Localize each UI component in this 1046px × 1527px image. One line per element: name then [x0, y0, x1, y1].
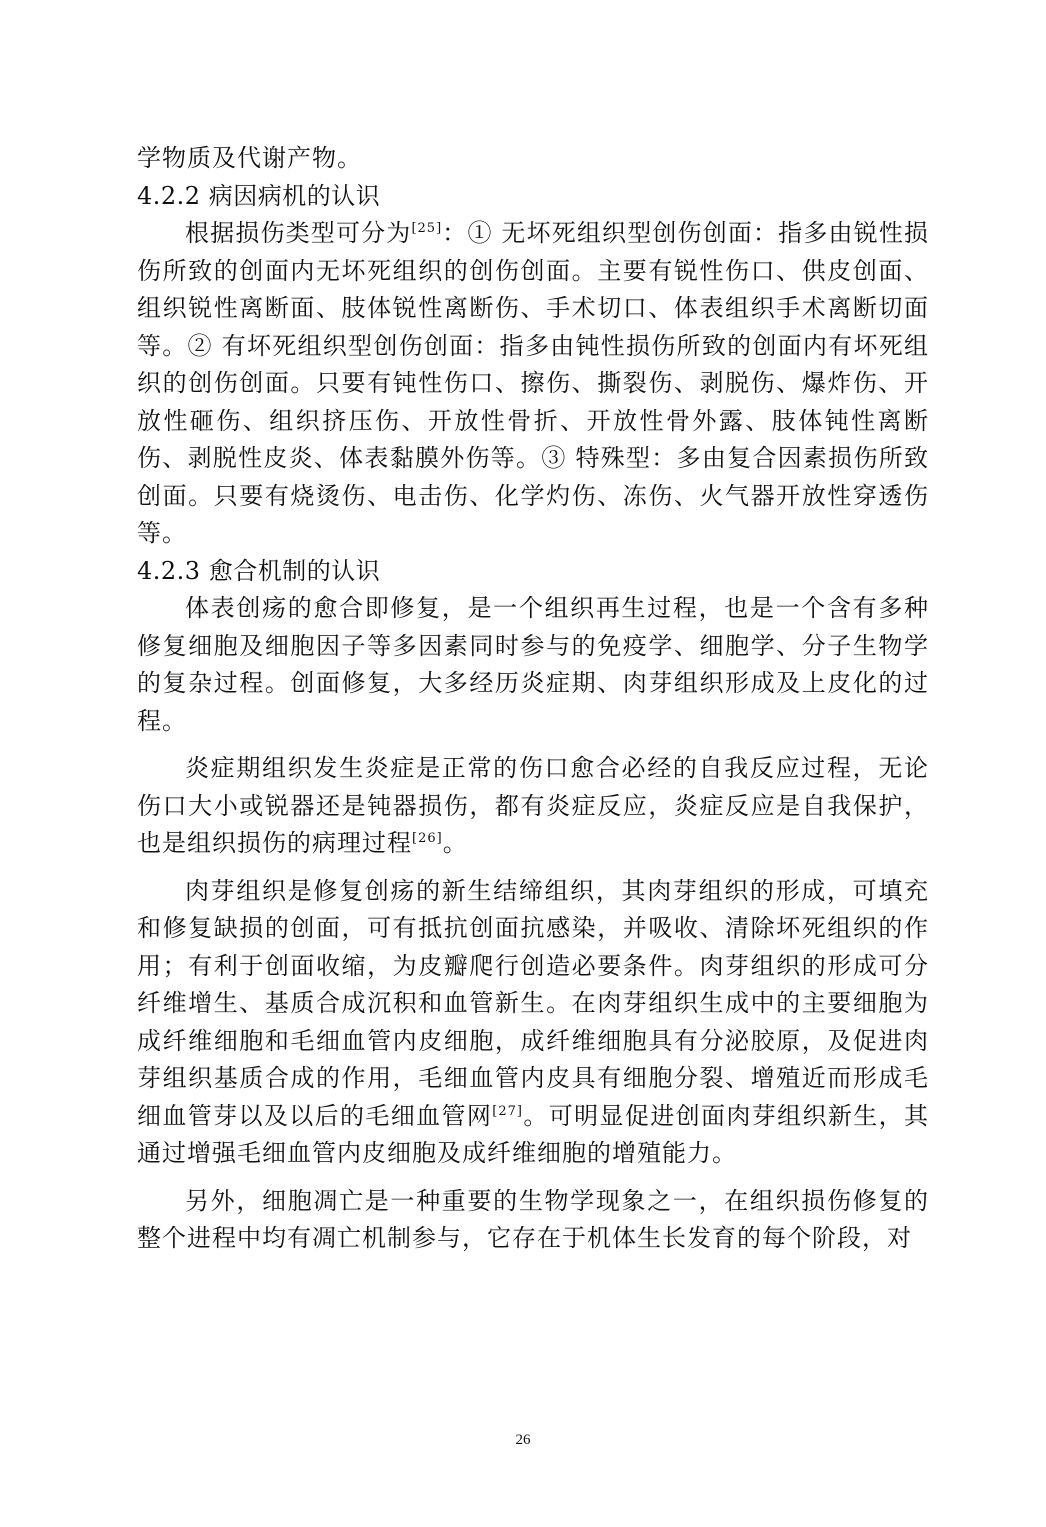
citation-ref: [27]	[492, 1103, 523, 1119]
paragraph-text: 。可明显促进创面肉芽组织新生，其通过增强毛细血管内皮细胞及成纤维细胞的增殖能力。	[137, 1101, 930, 1167]
paragraph-text: 。	[442, 829, 468, 857]
paragraph-injury-types	[137, 215, 929, 553]
section-heading-4-2-3: 4.2.3 愈合机制的认识	[137, 556, 381, 585]
paragraph-granulation	[137, 873, 929, 1173]
citation-ref: [25]	[411, 221, 443, 236]
paragraph-healing-overview: 体表创疡的愈合即修复，是一个组织再生过程，也是一个含有多种修复细胞及细胞因子等多因素同时参与的免疫学、细胞学、分子生物学的复杂过程。创面修复，大多经历炎症期、肉芽组织形成及上皮化的过程。	[137, 594, 929, 735]
body-text	[137, 140, 929, 1258]
intro-line: 学物质及代谢产物。	[137, 144, 362, 172]
paragraph-inflammation	[137, 750, 929, 863]
section-heading-4-2-2: 4.2.2 病因病机的认识	[137, 181, 381, 210]
paragraph-text: 肉芽组织是修复创疡的新生结缔组织，其肉芽组织的形成，可填充和修复缺损的创面，可有抵抗创面抗感染，并吸收、清除坏死组织的作用；有利于创面收缩，为皮瓣爬行创造必要条件。肉芽组织的形成可分纤维增生、基质合成沉积和血管新生。在肉芽组织生成中的主要细胞为成纤维细胞和毛细血管内皮细胞，成纤维细胞具有分泌胶原，及促进肉芽组织基质合成的作用，毛细血管内皮具有细胞分裂、增殖近而形成毛细血管芽以及以后的毛细血管网	[137, 876, 929, 1130]
paragraph-text: 炎症期组织发生炎症是正常的伤口愈合必经的自我反应过程，无论伤口大小或锐器还是钝器损伤，都有炎症反应，炎症反应是自我保护，也是组织损伤的病理过程	[137, 754, 929, 857]
citation-ref: [26]	[412, 831, 443, 846]
paragraph-text: 根据损伤类型可分为	[185, 219, 412, 247]
page-number: 26	[515, 1432, 531, 1448]
paragraph-apoptosis: 另外，细胞凋亡是一种重要的生物学现象之一，在组织损伤修复的整个进程中均有凋亡机制参与，它存在于机体生长发育的每个阶段，对	[137, 1186, 929, 1252]
paragraph-text: ：① 无坏死组织型创伤创面：指多由锐性损伤所致的创面内无坏死组织的创伤创面。主要有锐性伤口、供皮创面、组织锐性离断面、肢体锐性离断伤、手术切口、体表组织手术离断切面等。② 有坏死组织型创伤创面：指多由钝性损伤所致的创面内有坏死组织的创伤创面。只要有钝性伤口、擦伤、撕裂伤、剥脱伤、爆炸伤、开放性砸伤、组织挤压伤、开放性骨折、开放性骨外露、肢体钝性离断伤、剥脱性皮炎、体表黏膜外伤等。③ 特殊型：多由复合因素损伤所致创面。只要有烧烫伤、电击伤、化学灼伤、冻伤、火气器开放性穿透伤等。	[137, 219, 929, 547]
